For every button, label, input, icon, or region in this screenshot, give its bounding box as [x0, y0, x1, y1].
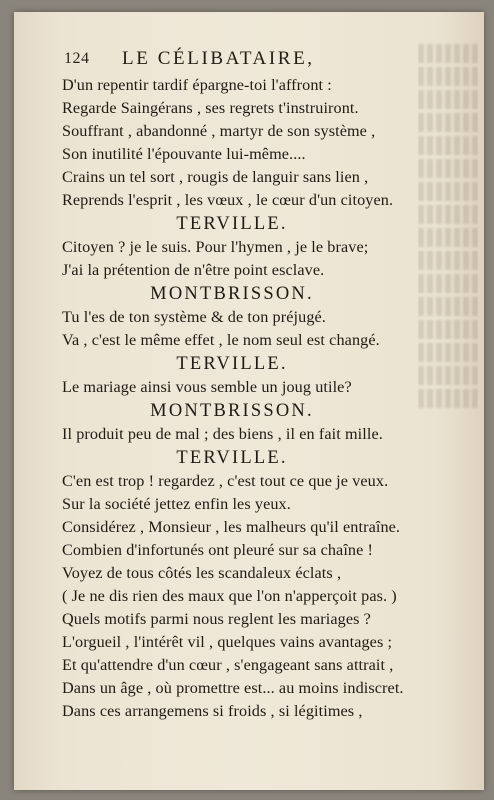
speaker-name: TERVILLE.: [176, 354, 288, 374]
verse-line: Dans ces arrangemens si froids , si légitimes ,: [62, 702, 363, 720]
verse-line: Va , c'est le même effet , le nom seul est changé.: [62, 331, 380, 349]
verse-line: Souffrant , abandonné , martyr de son système ,: [62, 122, 376, 140]
verse-line: Citoyen ? je le suis. Pour l'hymen , je le brave;: [62, 238, 369, 256]
verse-line: Sur la société jettez enfin les yeux.: [62, 495, 291, 513]
verse-line: Regarde Saingérans , ses regrets t'instruiront.: [62, 99, 359, 117]
verse-line: Son inutilité l'épouvante lui-même....: [62, 145, 306, 163]
verse-line: Considérez , Monsieur , les malheurs qu'il entraîne.: [62, 518, 401, 536]
verse-line: Le mariage ainsi vous semble un joug utile?: [62, 378, 352, 396]
verse-line: Combien d'infortunés ont pleuré sur sa chaîne !: [62, 541, 374, 559]
verse-line: J'ai la prétention de n'être point esclave.: [62, 261, 325, 279]
verse-line: C'en est trop ! regardez , c'est tout ce que je veux.: [62, 472, 389, 490]
verse-line: Reprends l'esprit , les vœux , le cœur d'un citoyen.: [62, 191, 394, 209]
page-header: [64, 48, 394, 74]
speaker-name: TERVILLE.: [176, 214, 288, 234]
verse-line: Crains un tel sort , rougis de languir sans lien ,: [62, 168, 369, 186]
speaker-name: TERVILLE.: [176, 448, 288, 468]
verse-line: Quels motifs parmi nous reglent les mariages ?: [62, 610, 371, 628]
verse-line: Tu l'es de ton système & de ton préjugé.: [62, 308, 326, 326]
verse-line: D'un repentir tardif épargne-toi l'affront :: [62, 76, 332, 94]
text-block: [62, 74, 442, 723]
speaker-name: MONTBRISSON.: [150, 284, 314, 304]
verse-line: Il produit peu de mal ; des biens , il en fait mille.: [62, 425, 383, 443]
running-title: LE CÉLIBATAIRE,: [122, 48, 315, 69]
verse-line: L'orgueil , l'intérêt vil , quelques vains avantages ;: [62, 633, 393, 651]
verse-line: Voyez de tous côtés les scandaleux éclats ,: [62, 564, 342, 582]
verse-line: Dans un âge , où promettre est... au moins indiscret.: [62, 679, 404, 697]
verse-line: ( Je ne dis rien des maux que l'on n'apperçoit pas. ): [62, 587, 397, 605]
page-number: 124: [64, 50, 90, 67]
book-page: [14, 12, 484, 790]
verse-line: Et qu'attendre d'un cœur , s'engageant sans attrait ,: [62, 656, 394, 674]
speaker-name: MONTBRISSON.: [150, 401, 314, 421]
